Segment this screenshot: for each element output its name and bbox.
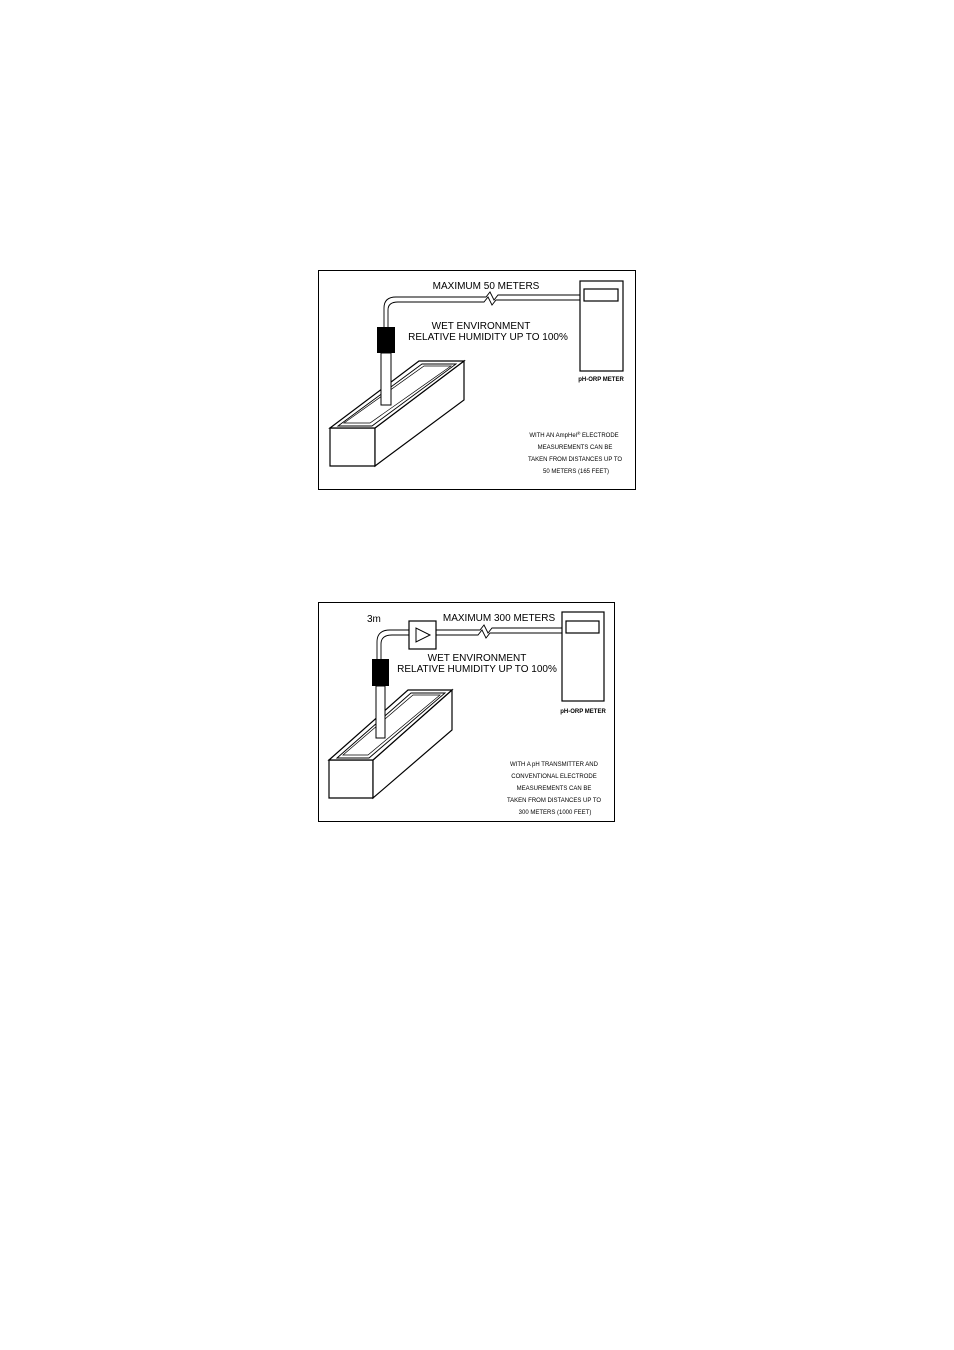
diagram-2-canvas bbox=[318, 602, 615, 822]
electrode-body bbox=[381, 353, 391, 405]
note-line-3: TAKEN FROM DISTANCES UP TO bbox=[527, 457, 623, 463]
note-line-4: 50 METERS (165 FEET) bbox=[542, 469, 610, 475]
meter-display bbox=[566, 621, 599, 633]
note-line-3: MEASUREMENTS CAN BE bbox=[516, 786, 592, 792]
electrode-head bbox=[377, 327, 395, 353]
ph-orp-meter bbox=[562, 612, 604, 701]
diagram-transmitter-300m bbox=[318, 602, 615, 822]
note-line-1-b: ELECTRODE bbox=[580, 433, 619, 439]
note-line-2: MEASUREMENTS CAN BE bbox=[537, 445, 613, 451]
electrode-body bbox=[376, 686, 385, 738]
electrode-head bbox=[372, 659, 389, 686]
distance-label: MAXIMUM 50 METERS bbox=[432, 281, 540, 292]
note-line-1: WITH A pH TRANSMITTER AND bbox=[510, 762, 598, 768]
environment-label-line-1: WET ENVIRONMENT bbox=[427, 653, 527, 664]
environment-label-line-1: WET ENVIRONMENT bbox=[431, 321, 531, 332]
meter-label: pH-ORP METER bbox=[578, 377, 624, 383]
environment-label-line-2: RELATIVE HUMIDITY UP TO 100% bbox=[397, 664, 557, 675]
note-line-5: 300 METERS (1000 FEET) bbox=[518, 810, 592, 816]
meter-display bbox=[584, 289, 618, 301]
distance-label: MAXIMUM 300 METERS bbox=[442, 613, 556, 624]
ph-orp-meter bbox=[580, 281, 623, 371]
note-line-2: CONVENTIONAL ELECTRODE bbox=[511, 774, 597, 780]
ph-transmitter bbox=[409, 621, 436, 649]
note-line-4: TAKEN FROM DISTANCES UP TO bbox=[506, 798, 602, 804]
diagram-amphel-50m bbox=[318, 270, 636, 490]
environment-label-line-2: RELATIVE HUMIDITY UP TO 100% bbox=[408, 332, 568, 343]
meter-label: pH-ORP METER bbox=[560, 709, 606, 715]
note-line-1-a: WITH AN AmpHel bbox=[529, 433, 578, 439]
diagram-1-canvas bbox=[318, 270, 636, 490]
note-line-1-sup: ® bbox=[577, 431, 581, 436]
short-cable-label: 3m bbox=[367, 614, 381, 625]
